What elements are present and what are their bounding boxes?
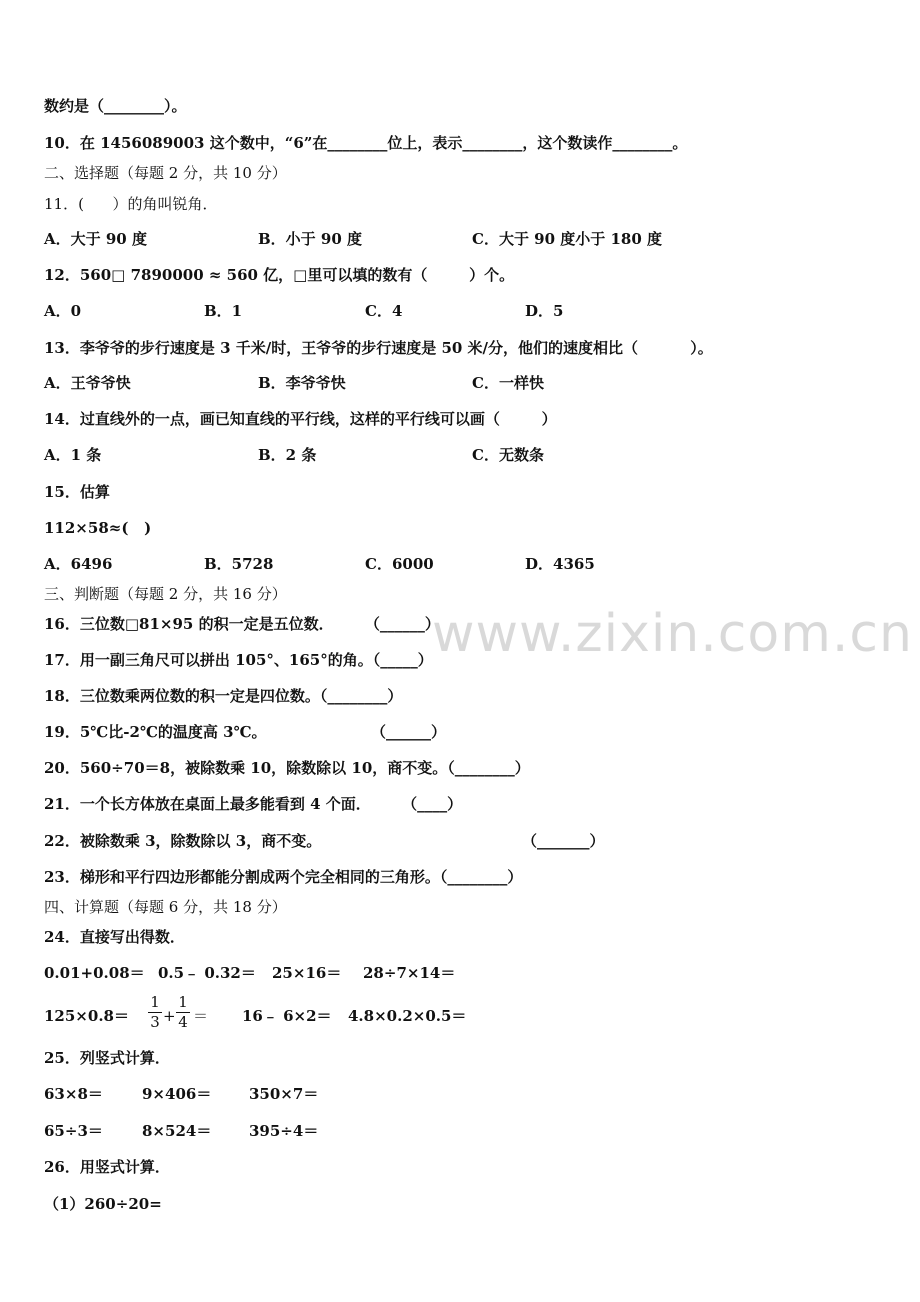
calc25-item-2: 9×406＝ bbox=[142, 1085, 212, 1103]
question-15: 15．估算 bbox=[44, 483, 110, 501]
question-26-part-1: （1）260÷20= bbox=[44, 1195, 162, 1213]
calc25-item-6: 395÷4＝ bbox=[249, 1122, 319, 1140]
q14-option-b: B．2 条 bbox=[258, 446, 317, 464]
question-20: 20．560÷70＝8，被除数乘 10，除数除以 10，商不变。（________） bbox=[44, 759, 530, 777]
question-16: 16．三位数□81×95 的积一定是五位数． （______） bbox=[44, 615, 440, 633]
q15-option-c: C．6000 bbox=[365, 555, 434, 573]
calc24-item-7: 16﹣ 6×2＝ bbox=[242, 1007, 332, 1025]
calc25-item-5: 8×524＝ bbox=[142, 1122, 212, 1140]
q12-option-b: B．1 bbox=[204, 302, 243, 320]
q14-option-a: A．1 条 bbox=[44, 446, 102, 464]
calc24-item-8: 4.8×0.2×0.5＝ bbox=[348, 1007, 467, 1025]
q11-option-a: A．大于 90 度 bbox=[44, 230, 147, 248]
question-23: 23．梯形和平行四边形都能分割成两个完全相同的三角形。（________） bbox=[44, 868, 523, 886]
question-10: 10．在 1456089003 这个数中，“6”在________位上，表示________，这个数读作________。 bbox=[44, 134, 688, 152]
question-25: 25．列竖式计算． bbox=[44, 1049, 170, 1067]
watermark: www.zixin.com.cn bbox=[432, 604, 913, 664]
question-9-tail: 数约是（________）。 bbox=[44, 97, 187, 115]
question-13: 13．李爷爷的步行速度是 3 千米/时，王爷爷的步行速度是 50 米/分，他们的速度相比（ ）。 bbox=[44, 339, 713, 357]
calc24-item-5: 125×0.8＝ bbox=[44, 1007, 129, 1025]
fraction-one-third bbox=[148, 994, 162, 1031]
q13-option-a: A．王爷爷快 bbox=[44, 374, 131, 392]
q11-option-c: C．大于 90 度小于 180 度 bbox=[472, 230, 663, 248]
calc24-item-1: 0.01+0.08＝ bbox=[44, 964, 145, 982]
calc24-item-3: 25×16＝ bbox=[272, 964, 342, 982]
q13-option-b: B．李爷爷快 bbox=[258, 374, 346, 392]
question-12: 12．560□ 7890000 ≈ 560 亿，□里可以填的数有（ ）个。 bbox=[44, 266, 515, 284]
calc25-item-1: 63×8＝ bbox=[44, 1085, 103, 1103]
question-14: 14．过直线外的一点，画已知直线的平行线，这样的平行线可以画（ ） bbox=[44, 410, 557, 428]
question-26: 26．用竖式计算． bbox=[44, 1158, 170, 1176]
calc25-item-3: 350×7＝ bbox=[249, 1085, 319, 1103]
question-24: 24．直接写出得数． bbox=[44, 928, 185, 946]
equals-sign: ＝ bbox=[193, 1007, 209, 1025]
question-17: 17．用一副三角尺可以拼出 105°、165°的角。（_____） bbox=[44, 651, 433, 669]
calc25-item-4: 65÷3＝ bbox=[44, 1122, 103, 1140]
calc24-item-4: 28÷7×14＝ bbox=[363, 964, 456, 982]
section-2-title: 二、选择题（每题 2 分，共 10 分） bbox=[44, 164, 287, 182]
fraction-denominator: 3 bbox=[150, 1013, 160, 1031]
section-3-title: 三、判断题（每题 2 分，共 16 分） bbox=[44, 585, 287, 603]
question-22: 22．被除数乘 3，除数除以 3，商不变。 bbox=[44, 832, 322, 850]
question-18: 18．三位数乘两位数的积一定是四位数。（________） bbox=[44, 687, 403, 705]
q11-option-b: B．小于 90 度 bbox=[258, 230, 362, 248]
q15-option-b: B．5728 bbox=[204, 555, 274, 573]
fraction-numerator: 1 bbox=[178, 993, 188, 1011]
section-4-title: 四、计算题（每题 6 分，共 18 分） bbox=[44, 898, 287, 916]
calc24-item-2: 0.5﹣ 0.32＝ bbox=[158, 964, 256, 982]
fraction-one-fourth bbox=[176, 994, 190, 1031]
fraction-numerator: 1 bbox=[150, 993, 160, 1011]
q12-option-a: A．0 bbox=[44, 302, 82, 320]
q13-option-c: C．一样快 bbox=[472, 374, 544, 392]
question-15-expression: 112×58≈( ) bbox=[44, 519, 152, 537]
q15-option-d: D．4365 bbox=[525, 555, 595, 573]
q15-option-a: A．6496 bbox=[44, 555, 113, 573]
plus-sign: + bbox=[163, 1007, 176, 1025]
question-21: 21．一个长方体放在桌面上最多能看到 4 个面． （____） bbox=[44, 795, 463, 813]
q12-option-d: D．5 bbox=[525, 302, 564, 320]
fraction-denominator: 4 bbox=[178, 1013, 188, 1031]
q12-option-c: C．4 bbox=[365, 302, 403, 320]
question-19: 19．5℃比-2℃的温度高 3℃。 （______） bbox=[44, 723, 446, 741]
q14-option-c: C．无数条 bbox=[472, 446, 544, 464]
question-22-answer-blank: （_______） bbox=[522, 832, 605, 850]
question-11: 11．( ）的角叫锐角． bbox=[44, 195, 218, 213]
